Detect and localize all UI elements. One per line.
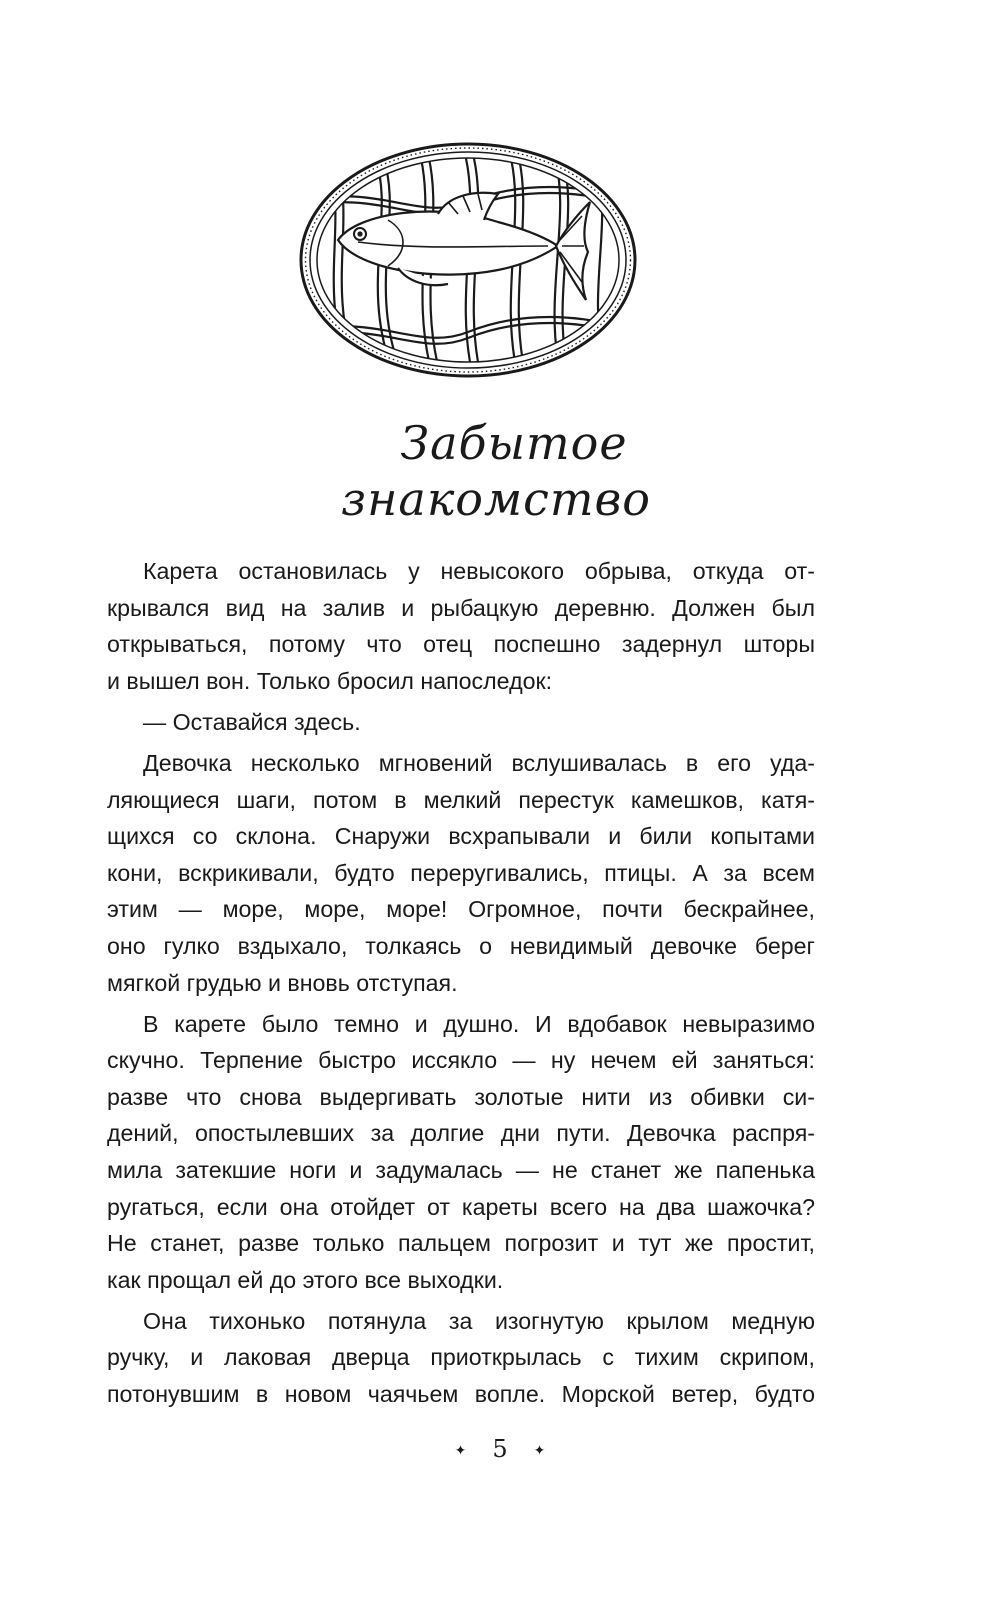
- text-line: крывался вид на залив и рыбацкую деревню. Должен был: [107, 594, 815, 621]
- text-line: — Оставайся здесь.: [143, 708, 361, 735]
- text-line: мягкой грудью и вновь отступая.: [107, 969, 458, 996]
- text-line: Не станет, разве только пальцем погрозит и тут же простит,: [107, 1230, 815, 1257]
- chapter-title-line-2: знакомство: [341, 472, 651, 526]
- text-line: и вышел вон. Только бросил напоследок:: [107, 667, 553, 694]
- text-line: оно гулко вздыхало, толкаясь о невидимый девочке берег: [107, 932, 815, 959]
- text-line: Девочка несколько мгновений вслушивалась в его уда-: [143, 749, 815, 776]
- text-line: щихся со склона. Снаружи всхрапывали и били копытами: [107, 823, 815, 850]
- ornament-star-icon: ✦: [533, 1442, 546, 1459]
- text-line: разве что снова выдергивать золотые нити из обивки си-: [107, 1083, 815, 1110]
- paragraph-5: [107, 1303, 815, 1413]
- text-line: кони, вскрикивали, будто переругивались, птицы. А за всем: [107, 859, 815, 886]
- text-line: Карета остановилась у невысокого обрыва, откуда от-: [143, 558, 815, 584]
- text-line: открываться, потому что отец поспешно задернул шторы: [107, 631, 815, 658]
- paragraph-2: [107, 704, 815, 741]
- ornament-star-icon: ✦: [454, 1442, 467, 1459]
- paragraph-4: [107, 1006, 815, 1299]
- fish-in-net-icon: [298, 142, 638, 378]
- text-line: ручку, и лаковая дверца приоткрылась с тихим скрипом,: [107, 1344, 815, 1371]
- chapter-body: [107, 553, 815, 1417]
- text-line: как прощал ей до этого все выходки.: [107, 1266, 504, 1293]
- text-line: ругаться, если она отойдет от кареты всего на два шажочка?: [107, 1193, 815, 1220]
- text-line: мила затекшие ноги и задумалась — не станет же папенька: [107, 1157, 815, 1183]
- paragraph-1: [107, 553, 815, 699]
- text-line: этим — море, море, море! Огромное, почти бескрайнее,: [107, 896, 815, 923]
- chapter-title-line-1: Забытое: [400, 416, 628, 470]
- text-line: дений, опостылевших за долгие дни пути. Девочка распря-: [107, 1120, 815, 1147]
- page-footer: [0, 1435, 1000, 1463]
- text-line: скучно. Терпение быстро иссякло — ну нечем ей заняться:: [107, 1047, 815, 1074]
- text-line: ляющиеся шаги, потом в мелкий перестук камешков, катя-: [107, 786, 815, 813]
- page-number: 5: [492, 1435, 508, 1463]
- text-line: Она тихонько потянула за изогнутую крылом медную: [143, 1307, 815, 1334]
- paragraph-3: [107, 745, 815, 1001]
- text-line: потонувшим в новом чаячьем вопле. Морской ветер, будто: [107, 1381, 815, 1408]
- text-line: В карете было темно и душно. И вдобавок невыразимо: [143, 1010, 815, 1037]
